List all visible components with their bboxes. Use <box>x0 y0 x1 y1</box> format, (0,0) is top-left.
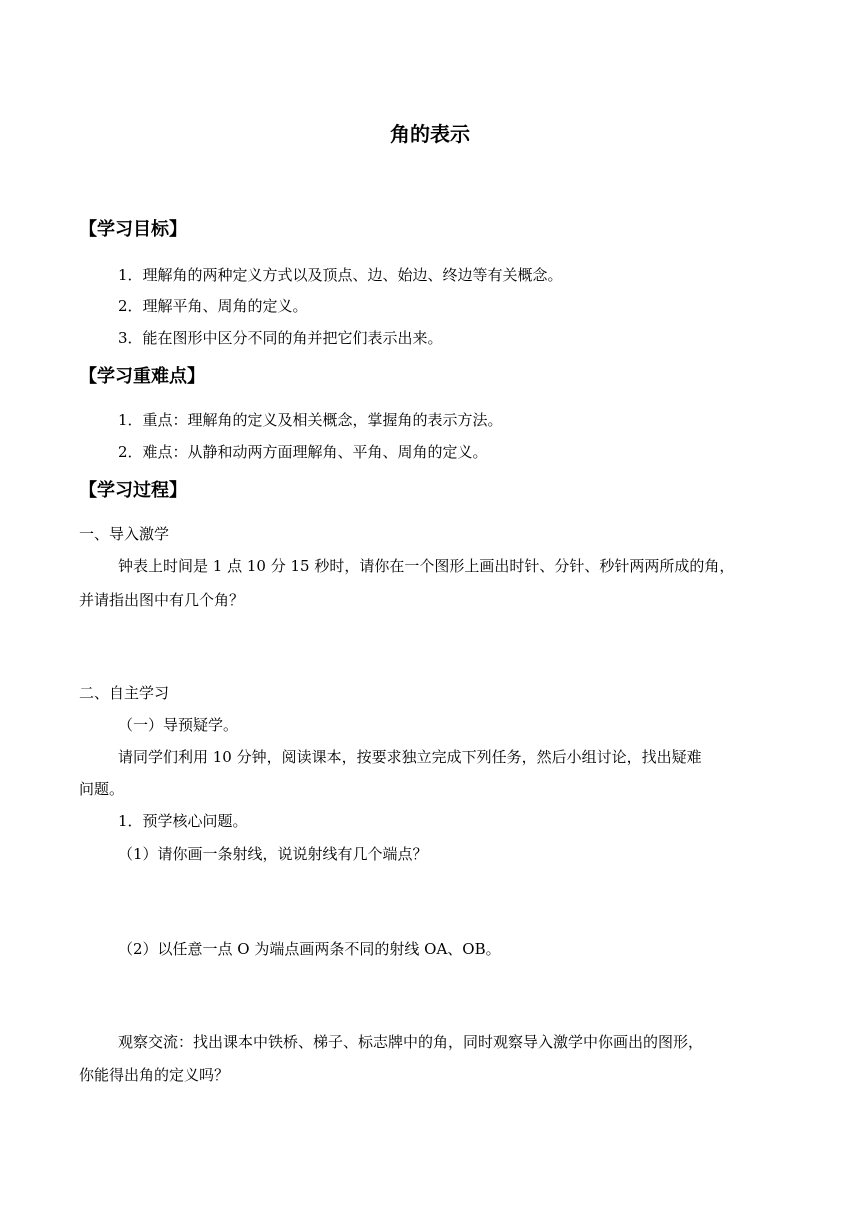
section-heading-key-points: 【学习重难点】 <box>79 366 205 387</box>
section-heading-goals: 【学习目标】 <box>79 219 187 240</box>
paragraph-line: 你能得出角的定义吗？ <box>79 1066 230 1084</box>
goal-item: 1．理解角的两种定义方式以及顶点、边、始边、终边等有关概念。 <box>118 266 563 284</box>
question-item: （1）请你画一条射线，说说射线有几个端点？ <box>118 845 428 863</box>
paragraph-line: 问题。 <box>79 780 125 798</box>
paragraph-line: 请同学们利用 10 分钟，阅读课本，按要求独立完成下列任务，然后小组讨论，找出疑难 <box>118 748 702 766</box>
key-point-item: 1．重点：理解角的定义及相关概念，掌握角的表示方法。 <box>118 411 503 429</box>
part-title: 二、自主学习 <box>79 684 170 702</box>
goal-item: 3．能在图形中区分不同的角并把它们表示出来。 <box>118 329 443 347</box>
subsection-title: （一）导预疑学。 <box>118 716 239 734</box>
paragraph-line: 钟表上时间是 1 点 10 分 15 秒时，请你在一个图形上画出时针、分针、秒针两两所成的角， <box>118 557 735 575</box>
paragraph-line: 并请指出图中有几个角？ <box>79 591 245 609</box>
section-heading-process: 【学习过程】 <box>79 480 187 501</box>
goal-item: 2．理解平角、周角的定义。 <box>118 297 308 315</box>
part-title: 一、导入激学 <box>79 525 170 543</box>
paragraph-line: 观察交流：找出课本中铁桥、梯子、标志牌中的角，同时观察导入激学中你画出的图形， <box>118 1033 704 1051</box>
question-heading: 1．预学核心问题。 <box>118 812 248 830</box>
key-point-item: 2．难点：从静和动两方面理解角、平角、周角的定义。 <box>118 443 488 461</box>
page-title: 角的表示 <box>390 122 470 146</box>
question-item: （2）以任意一点 O 为端点画两条不同的射线 OA、OB。 <box>118 940 501 958</box>
